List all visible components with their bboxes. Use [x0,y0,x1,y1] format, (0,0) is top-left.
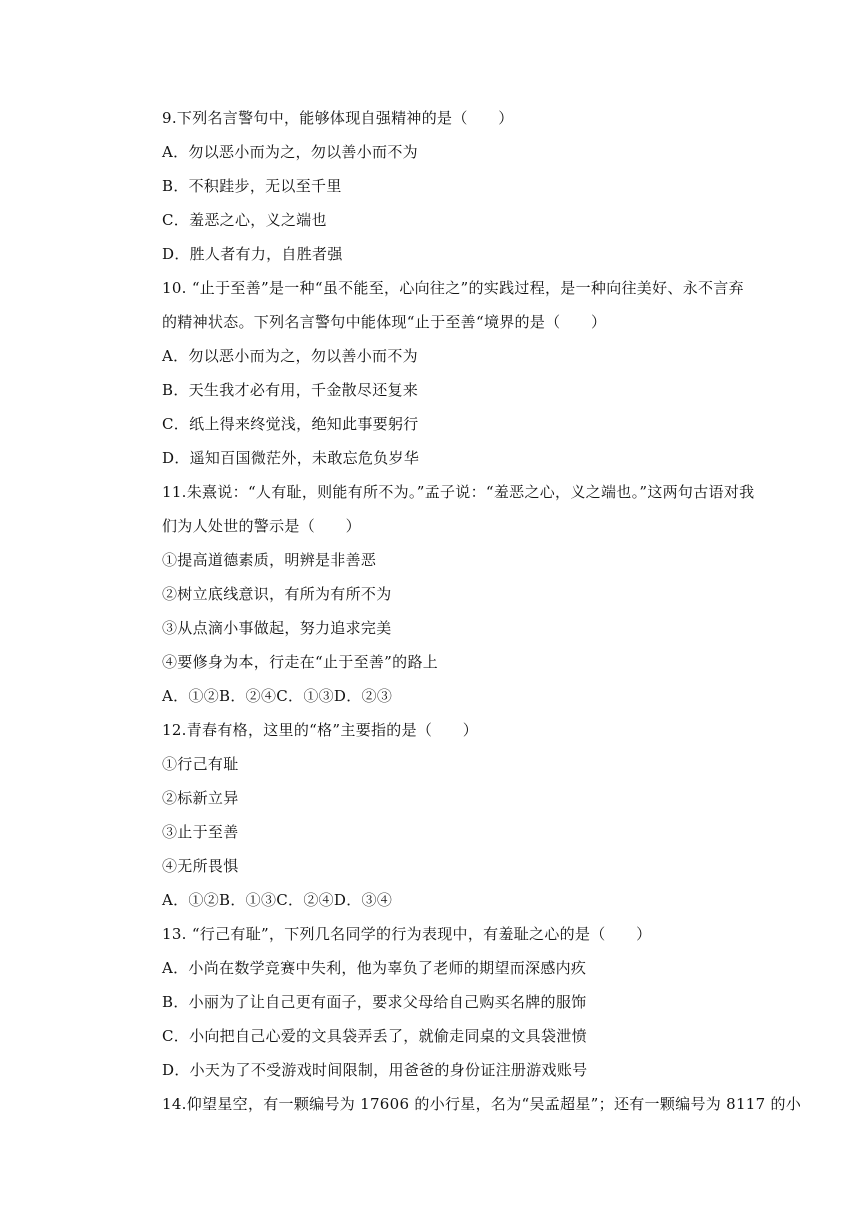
question-9-option-d: D．胜人者有力，自胜者强 [162,245,343,263]
question-11-statement-2: ②树立底线意识，有所为有所不为 [162,585,392,603]
question-10-stem-line-1: 10. “止于至善”是一种“虽不能至，心向往之”的实践过程，是一种向往美好、永不言弃 [162,279,744,297]
question-13-stem: 13. “行己有耻”，下列几名同学的行为表现中，有羞耻之心的是（ ） [162,925,652,943]
question-9-stem: 9.下列名言警句中，能够体现自强精神的是（ ） [162,109,514,127]
question-11-statement-1: ①提高道德素质，明辨是非善恶 [162,551,377,569]
question-12-statement-2: ②标新立异 [162,789,239,807]
question-10-option-b: B．天生我才必有用，千金散尽还复来 [162,381,419,399]
question-11-stem-line-2: 们为人处世的警示是（ ） [162,517,361,535]
question-12-statement-1: ①行己有耻 [162,755,239,773]
question-11-statement-4: ④要修身为本，行走在“止于至善”的路上 [162,653,439,671]
question-12-statement-3: ③止于至善 [162,823,239,841]
question-12-stem: 12.青春有格，这里的“格”主要指的是（ ） [162,721,479,739]
question-11-options: A．①②B．②④C．①③D．②③ [162,687,393,705]
question-12-statement-4: ④无所畏惧 [162,857,239,875]
question-13-option-d: D．小天为了不受游戏时间限制，用爸爸的身份证注册游戏账号 [162,1061,588,1079]
question-10-option-d: D．遥知百国微茫外，未敢忘危负岁华 [162,449,420,467]
question-11-statement-3: ③从点滴小事做起，努力追求完美 [162,619,392,637]
question-12-options: A．①②B．①③C．②④D．③④ [162,891,393,909]
question-10-option-c: C．纸上得来终觉浅，绝知此事要躬行 [162,415,419,433]
question-9-option-b: B．不积跬步，无以至千里 [162,177,342,195]
question-9-option-a: A．勿以恶小而为之，勿以善小而不为 [162,143,418,161]
question-11-stem-line-1: 11.朱熹说：“人有耻，则能有所不为。”孟子说：“羞恶之心，义之端也。”这两句古语对我 [162,483,755,501]
question-14-stem-line-1: 14.仰望星空，有一颗编号为 17606 的小行星，名为“吴孟超星”；还有一颗编号为 8117 的小 [162,1095,802,1113]
question-13-option-b: B．小丽为了让自己更有面子，要求父母给自己购买名牌的服饰 [162,993,587,1011]
question-10-option-a: A．勿以恶小而为之，勿以善小而不为 [162,347,418,365]
question-10-stem-line-2: 的精神状态。下列名言警句中能体现“止于至善“境界的是（ ） [162,313,607,331]
question-13-option-c: C．小向把自己心爱的文具袋弄丢了，就偷走同桌的文具袋泄愤 [162,1027,587,1045]
question-13-option-a: A．小尚在数学竞赛中失利，他为辜负了老师的期望而深感内疚 [162,959,587,977]
question-9-option-c: C．羞恶之心，义之端也 [162,211,327,229]
